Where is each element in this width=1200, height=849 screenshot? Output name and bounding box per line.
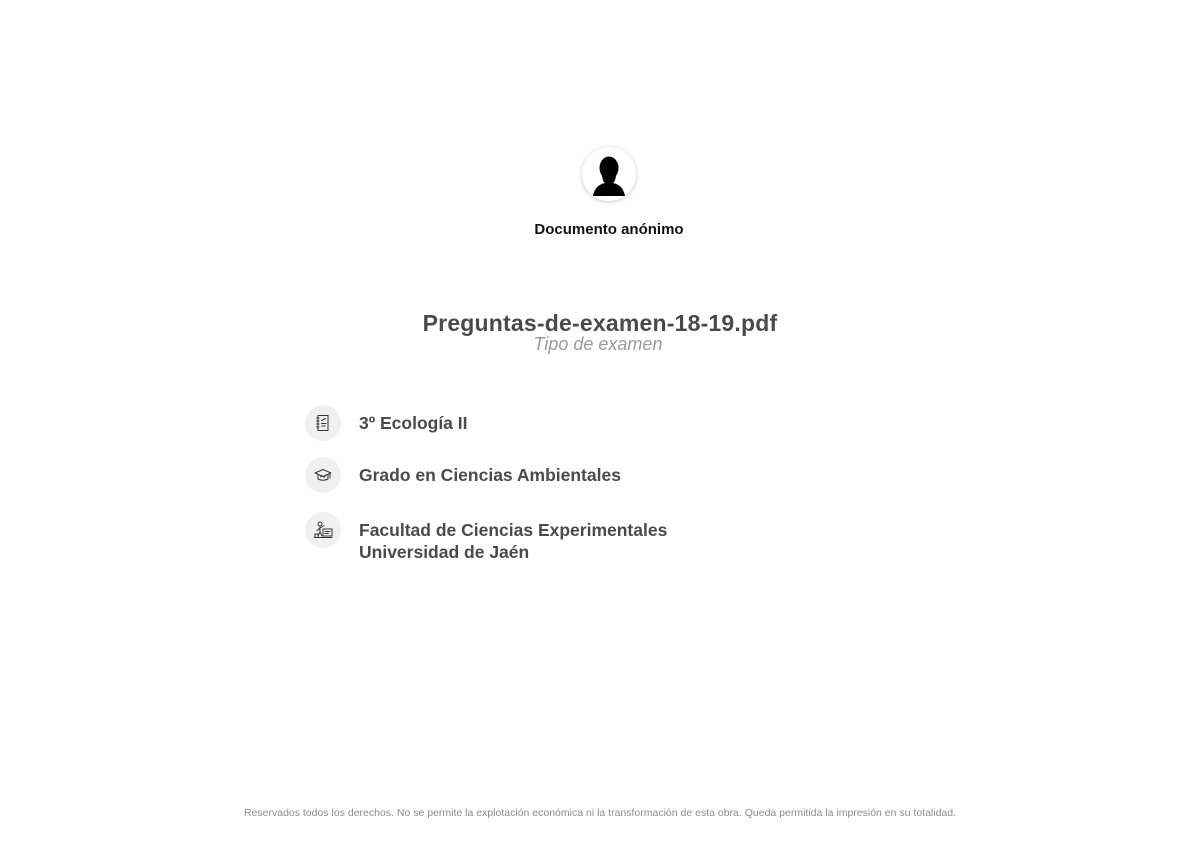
anonymous-person-icon <box>589 152 629 196</box>
copyright-footer: Reservados todos los derechos. No se permite la explotación económica ni la transformación de esta obra. Queda permitida la impresión en su totalidad. <box>243 807 957 819</box>
degree-label: Grado en Ciencias Ambientales <box>359 465 621 485</box>
faculty-label: Facultad de Ciencias Experimentales <box>359 520 668 540</box>
notebook-icon <box>305 405 341 441</box>
anonymous-avatar <box>582 147 636 201</box>
course-row <box>305 405 468 441</box>
institution-row <box>305 512 667 563</box>
university-label: Universidad de Jaén <box>359 542 530 562</box>
degree-row <box>305 457 621 493</box>
institution-text <box>359 512 667 563</box>
graduation-cap-icon <box>305 457 341 493</box>
teacher-board-icon <box>305 512 341 548</box>
document-title: Preguntas-de-examen-18-19.pdf <box>422 310 778 336</box>
document-type: Tipo de examen <box>533 334 663 354</box>
author-label: Documento anónimo <box>534 221 684 238</box>
course-label: 3º Ecología II <box>359 413 468 433</box>
